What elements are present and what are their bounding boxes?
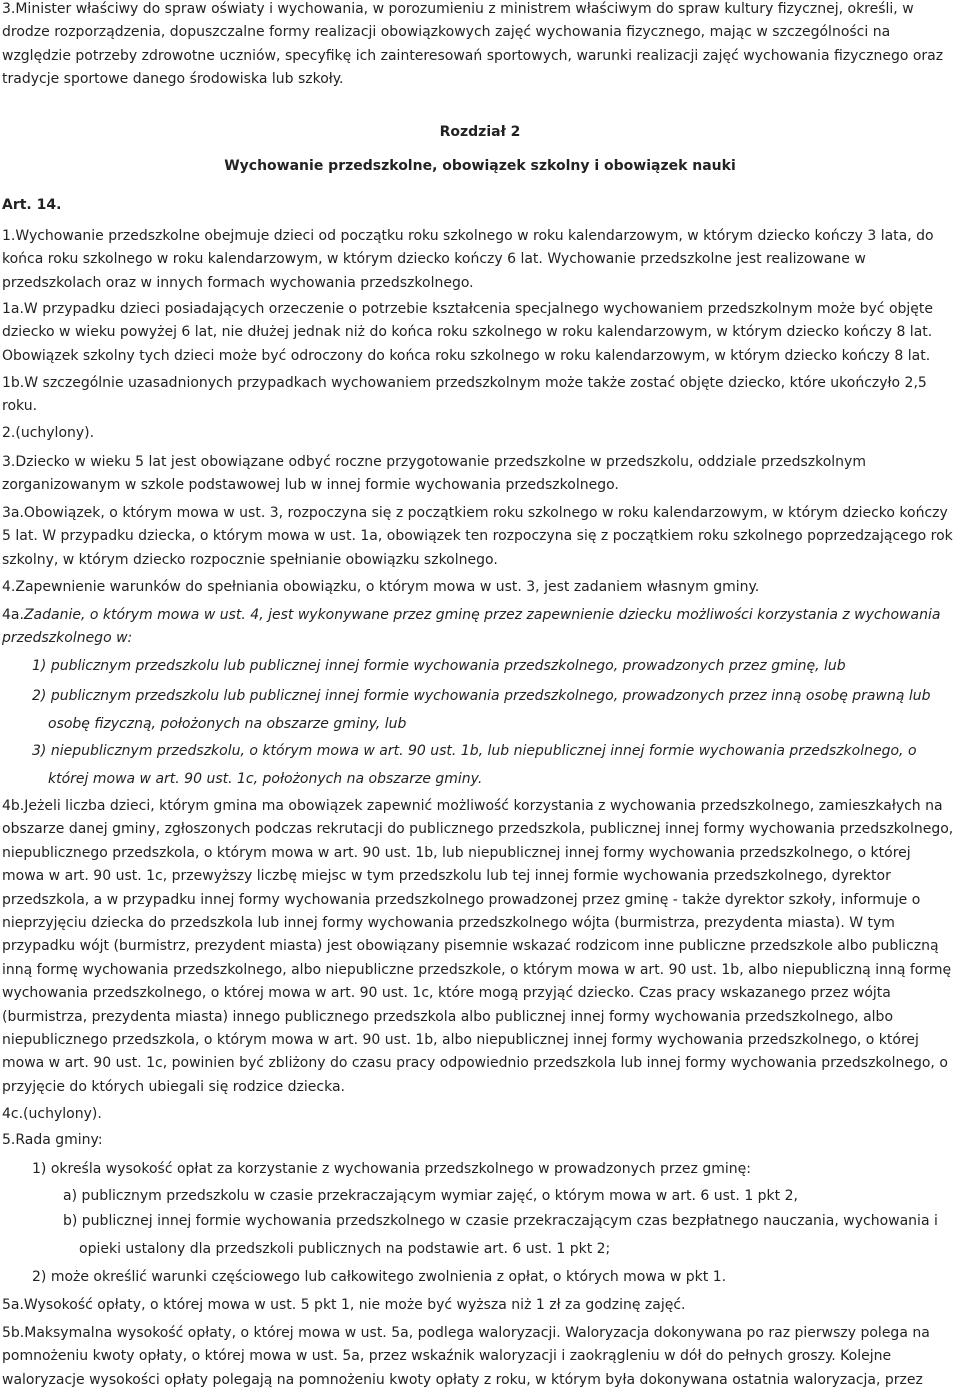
- paragraph-3-article: 3.Dziecko w wieku 5 lat jest obowiązane odbyć roczne przygotowanie przedszkolne w przedszkolu, oddziale przedszkolnym zorganizowanym w szkole podstawowej lub w innej formie wychowania przedszkolnego.: [2, 454, 866, 494]
- paragraph-4c: 4c.(uchylony).: [2, 1106, 102, 1122]
- list-item: 2) może określić warunki częściowego lub całkowitego zwolnienia z opłat, o których mowa w pkt 1.: [32, 1269, 727, 1285]
- paragraph-3: 3.Minister właściwy do spraw oświaty i wychowania, w porozumieniu z ministrem właściwym do spraw kultury fizycznej, określi, w drodze rozporządzenia, dopuszczalne formy realizacji obowiązkowych zajęć wychowania fizycznego, mając w szczególności na względzie potrzeby zdrowotne uczniów, specyfikę ich zainteresowań sportowych, warunki realizacji zajęć wychowania fizycznego oraz tradycje sportowe danego środowiska lub szkoły.: [2, 1, 944, 88]
- paragraph-4b: 4b.Jeżeli liczba dzieci, którym gmina ma obowiązek zapewnić możliwość korzystania z wychowania przedszkolnego, zamieszkałych na obszarze danej gminy, zgłoszonych podczas rekrutacji do publicznego przedszkola, publicznej innej formy wychowania przedszkolnego, niepublicznego przedszkola, o którym mowa w art. 90 ust. 1b, lub niepublicznej innej formy wychowania przedszkolnego, o której mowa w art. 90 ust. 1c, przewyższy liczbę miejsc w tym przedszkolu lub tej innej formie wychowania przedszkolnego, dyrektor przedszkola, a w przypadku innej formy wychowania przedszkolnego prowadzonej przez gminę - także dyrektor szkoły, informuje o nieprzyjęciu dziecka do przedszkola lub innej formy wychowania przedszkolnego wójta (burmistrza, prezydenta miasta). W tym przypadku wójt (burmistrz, prezydent miasta) jest obowiązany pisemnie wskazać rodzicom inne publiczne przedszkole albo publiczną inną formę wychowania przedszkolnego, albo niepubliczne przedszkole, o którym mowa w art. 90 ust. 1b, albo niepubliczną inną formę wychowania przedszkolnego, o której mowa w art. 90 ust. 1c, które mogą przyjąć dziecko. Czas pracy wskazanego przez wójta (burmistrza, prezydenta miasta) innego publicznego przedszkola albo publicznej innej formy wychowania przedszkolnego, albo niepublicznego przedszkola, o którym mowa w art. 90 ust. 1b, albo niepublicznej innej formy wychowania przedszkolnego, o której mowa w art. 90 ust. 1c, powinien być zbliżony do czasu pracy odpowiednio przedszkola lub innej formy wychowania przedszkolnego, o przyjęcie do których ubiegali się rodzice dziecka.: [2, 798, 954, 1095]
- paragraph-1a: 1a.W przypadku dzieci posiadających orzeczenie o potrzebie kształcenia specjalnego wychowaniem przedszkolnym może być objęte dziecko w wieku powyżej 6 lat, nie dłużej jednak niż do końca roku szkolnego w roku kalendarzowym, w którym dziecko kończy 8 lat. Obowiązek szkolny tych dzieci może być odroczony do końca roku szkolnego w roku kalendarzowym, w którym dziecko kończy 8 lat.: [2, 301, 934, 364]
- paragraph-4a-text: Zadanie, o którym mowa w ust. 4, jest wykonywane przez gminę przez zapewnienie dziecku możliwości korzystania z wychowania przedszkolnego w:: [2, 607, 941, 647]
- list-item: 1) publicznym przedszkolu lub publicznej innej formie wychowania przedszkolnego, prowadzonych przez gminę, lub: [32, 658, 846, 674]
- paragraph-1: 1.Wychowanie przedszkolne obejmuje dzieci od początku roku szkolnego w roku kalendarzowym, w którym dziecko kończy 3 lata, do końca roku szkolnego w roku kalendarzowym, w którym dziecko kończy 6 lat. Wychowanie przedszkolne jest realizowane w przedszkolach oraz w innych formach wychowania przedszkolnego.: [2, 228, 934, 291]
- paragraph-4a-number: 4a.: [2, 607, 24, 623]
- paragraph-5a: 5a.Wysokość opłaty, o której mowa w ust. 5 pkt 1, nie może być wyższa niż 1 zł za godzinę zajęć.: [2, 1297, 686, 1313]
- paragraph-5b: 5b.Maksymalna wysokość opłaty, o której mowa w ust. 5a, podlega waloryzacji. Waloryzacja dokonywana po raz pierwszy polega na pomnożeniu kwoty opłaty, o której mowa w ust. 5a, przez wskaźnik waloryzacji i zaokrągleniu w dół do pełnych groszy. Kolejne waloryzacje wysokości opłaty polegają na pomnożeniu kwoty opłaty z roku, w którym była dokonywana ostatnia waloryzacja, przez: [2, 1325, 930, 1388]
- paragraph-3a: 3a.Obowiązek, o którym mowa w ust. 3, rozpoczyna się z początkiem roku szkolnego w roku kalendarzowym, w którym dziecko kończy 5 lat. W przypadku dziecka, o którym mowa w ust. 1a, obowiązek ten rozpoczyna się z początkiem roku szkolnego poprzedzającego rok szkolny, w którym dziecko rozpocznie spełnianie obowiązku szkolnego.: [2, 505, 953, 568]
- paragraph-1b: 1b.W szczególnie uzasadnionych przypadkach wychowaniem przedszkolnym może także zostać objęte dziecko, które ukończyło 2,5 roku.: [2, 375, 927, 415]
- paragraph-4a: [2, 604, 956, 651]
- list-subitem: a) publicznym przedszkolu w czasie przekraczającym wymiar zajęć, o którym mowa w art. 6 ust. 1 pkt 2,: [63, 1188, 798, 1204]
- paragraph-2: 2.(uchylony).: [2, 425, 95, 441]
- list-item: 2) publicznym przedszkolu lub publicznej innej formie wychowania przedszkolnego, prowadzonych przez inną osobę prawną lub osobę fizyczną, położonych na obszarze gminy, lub: [32, 688, 931, 732]
- paragraph-5: 5.Rada gminy:: [2, 1132, 103, 1148]
- list-item: 1) określa wysokość opłat za korzystanie z wychowania przedszkolnego w prowadzonych przez gminę:: [32, 1161, 751, 1177]
- paragraph-4: 4.Zapewnienie warunków do spełniania obowiązku, o którym mowa w ust. 3, jest zadaniem własnym gminy.: [2, 579, 760, 595]
- chapter-subtitle: Wychowanie przedszkolne, obowiązek szkolny i obowiązek nauki: [224, 158, 736, 174]
- list-subitem: b) publicznej innej formie wychowania przedszkolnego w czasie przekraczającym czas bezpłatnego nauczania, wychowania i opieki ustalony dla przedszkoli publicznych na podstawie art. 6 ust. 1 pkt 2;: [63, 1213, 938, 1257]
- list-item: 3) niepublicznym przedszkolu, o którym mowa w art. 90 ust. 1b, lub niepublicznej innej formie wychowania przedszkolnego, o której mowa w art. 90 ust. 1c, położonych na obszarze gminy.: [32, 743, 917, 787]
- article-label: Art. 14.: [2, 197, 62, 213]
- chapter-title: Rozdział 2: [439, 124, 521, 140]
